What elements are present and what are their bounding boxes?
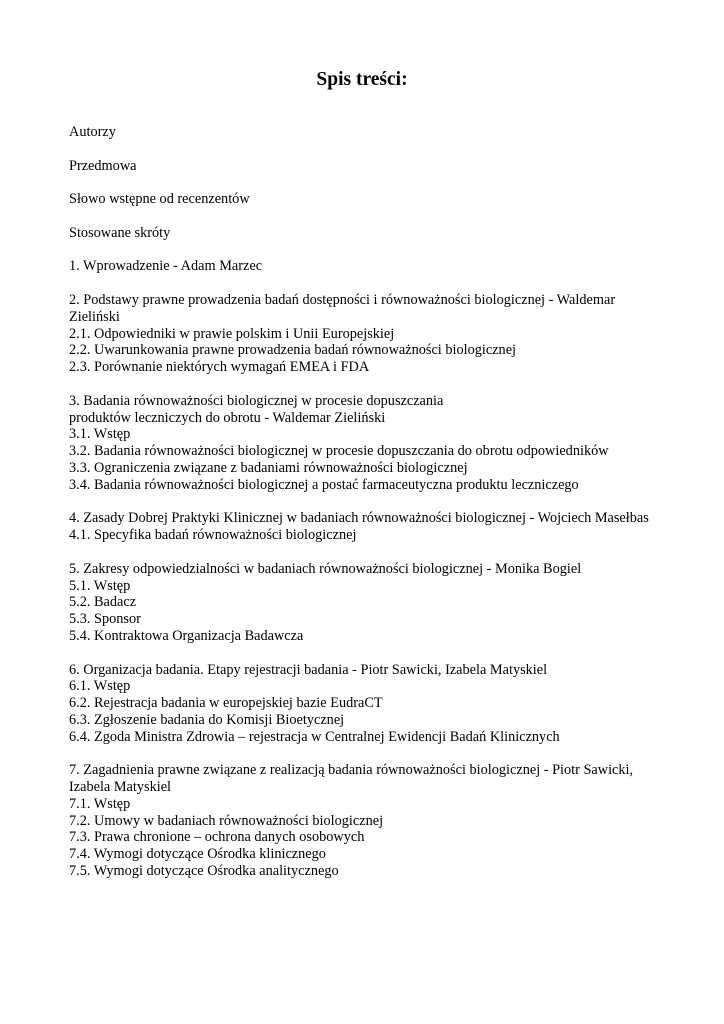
toc-entry: 7.5. Wymogi dotyczące Ośrodka analitycznego bbox=[69, 863, 339, 880]
toc-group bbox=[69, 158, 669, 175]
toc-entry: 5.4. Kontraktowa Organizacja Badawcza bbox=[69, 627, 304, 644]
toc-group bbox=[69, 393, 669, 494]
toc-entry: 3.4. Badania równoważności biologicznej a postać farmaceutyczna produktu leczniczego bbox=[69, 476, 579, 493]
toc-entry: 7.2. Umowy w badaniach równoważności biologicznej bbox=[69, 812, 384, 829]
toc-entry: 6.3. Zgłoszenie badania do Komisji Bioetycznej bbox=[69, 711, 345, 728]
toc-entry: 6.1. Wstęp bbox=[69, 678, 131, 695]
table-of-contents bbox=[69, 124, 669, 897]
toc-entry: 6. Organizacja badania. Etapy rejestracji badania - Piotr Sawicki, Izabela Matyskiel bbox=[69, 661, 548, 678]
toc-group bbox=[69, 510, 669, 544]
toc-group bbox=[69, 561, 669, 645]
toc-group bbox=[69, 662, 669, 746]
page-title: Spis treści: bbox=[316, 69, 408, 90]
toc-entry: produktów leczniczych do obrotu - Waldemar Zieliński bbox=[69, 409, 386, 426]
toc-entry: 4. Zasady Dobrej Praktyki Klinicznej w badaniach równoważności biologicznej - Wojciech Masełbas bbox=[69, 510, 649, 527]
toc-entry: 5.3. Sponsor bbox=[69, 611, 141, 628]
toc-entry: 7.3. Prawa chronione – ochrona danych osobowych bbox=[69, 829, 365, 846]
toc-entry: 3.1. Wstęp bbox=[69, 426, 131, 443]
toc-entry: 6.4. Zgoda Ministra Zdrowia – rejestracja w Centralnej Ewidencji Badań Klinicznych bbox=[69, 728, 560, 745]
toc-group bbox=[69, 225, 669, 242]
toc-entry: 5. Zakresy odpowiedzialności w badaniach równoważności biologicznej - Monika Bogiel bbox=[69, 560, 582, 577]
toc-entry: 7. Zagadnienia prawne związane z realizacją badania równoważności biologicznej - Piotr Sawicki, Izabela Matyskiel bbox=[69, 762, 634, 796]
toc-entry: 3.2. Badania równoważności biologicznej w procesie dopuszczania do obrotu odpowiedników bbox=[69, 443, 609, 460]
toc-group bbox=[69, 258, 669, 275]
toc-entry: 6.2. Rejestracja badania w europejskiej bazie EudraCT bbox=[69, 695, 383, 712]
toc-group bbox=[69, 124, 669, 141]
toc-group bbox=[69, 191, 669, 208]
toc-entry: Autorzy bbox=[69, 124, 116, 140]
toc-group bbox=[69, 762, 669, 880]
toc-entry: 7.4. Wymogi dotyczące Ośrodka klinicznego bbox=[69, 846, 326, 863]
toc-entry: 2.3. Porównanie niektórych wymagań EMEA i FDA bbox=[69, 359, 370, 376]
toc-entry: Słowo wstępne od recenzentów bbox=[69, 191, 250, 208]
toc-entry: Stosowane skróty bbox=[69, 224, 171, 241]
toc-entry: 2.1. Odpowiedniki w prawie polskim i Unii Europejskiej bbox=[69, 325, 395, 342]
toc-entry: 3.3. Ograniczenia związane z badaniami równoważności biologicznej bbox=[69, 459, 468, 476]
toc-entry: 5.1. Wstęp bbox=[69, 577, 131, 594]
toc-entry: 2. Podstawy prawne prowadzenia badań dostępności i równoważności biologicznej - Waldemar Zieliński bbox=[69, 291, 616, 325]
toc-entry: 1. Wprowadzenie - Adam Marzec bbox=[69, 258, 263, 275]
toc-group bbox=[69, 292, 669, 376]
toc-entry: 5.2. Badacz bbox=[69, 594, 137, 611]
toc-entry: 3. Badania równoważności biologicznej w procesie dopuszczania bbox=[69, 392, 444, 409]
toc-entry: Przedmowa bbox=[69, 157, 137, 174]
toc-entry: 4.1. Specyfika badań równoważności biologicznej bbox=[69, 527, 357, 544]
toc-entry: 2.2. Uwarunkowania prawne prowadzenia badań równoważności biologicznej bbox=[69, 342, 517, 359]
toc-entry: 7.1. Wstęp bbox=[69, 795, 131, 812]
